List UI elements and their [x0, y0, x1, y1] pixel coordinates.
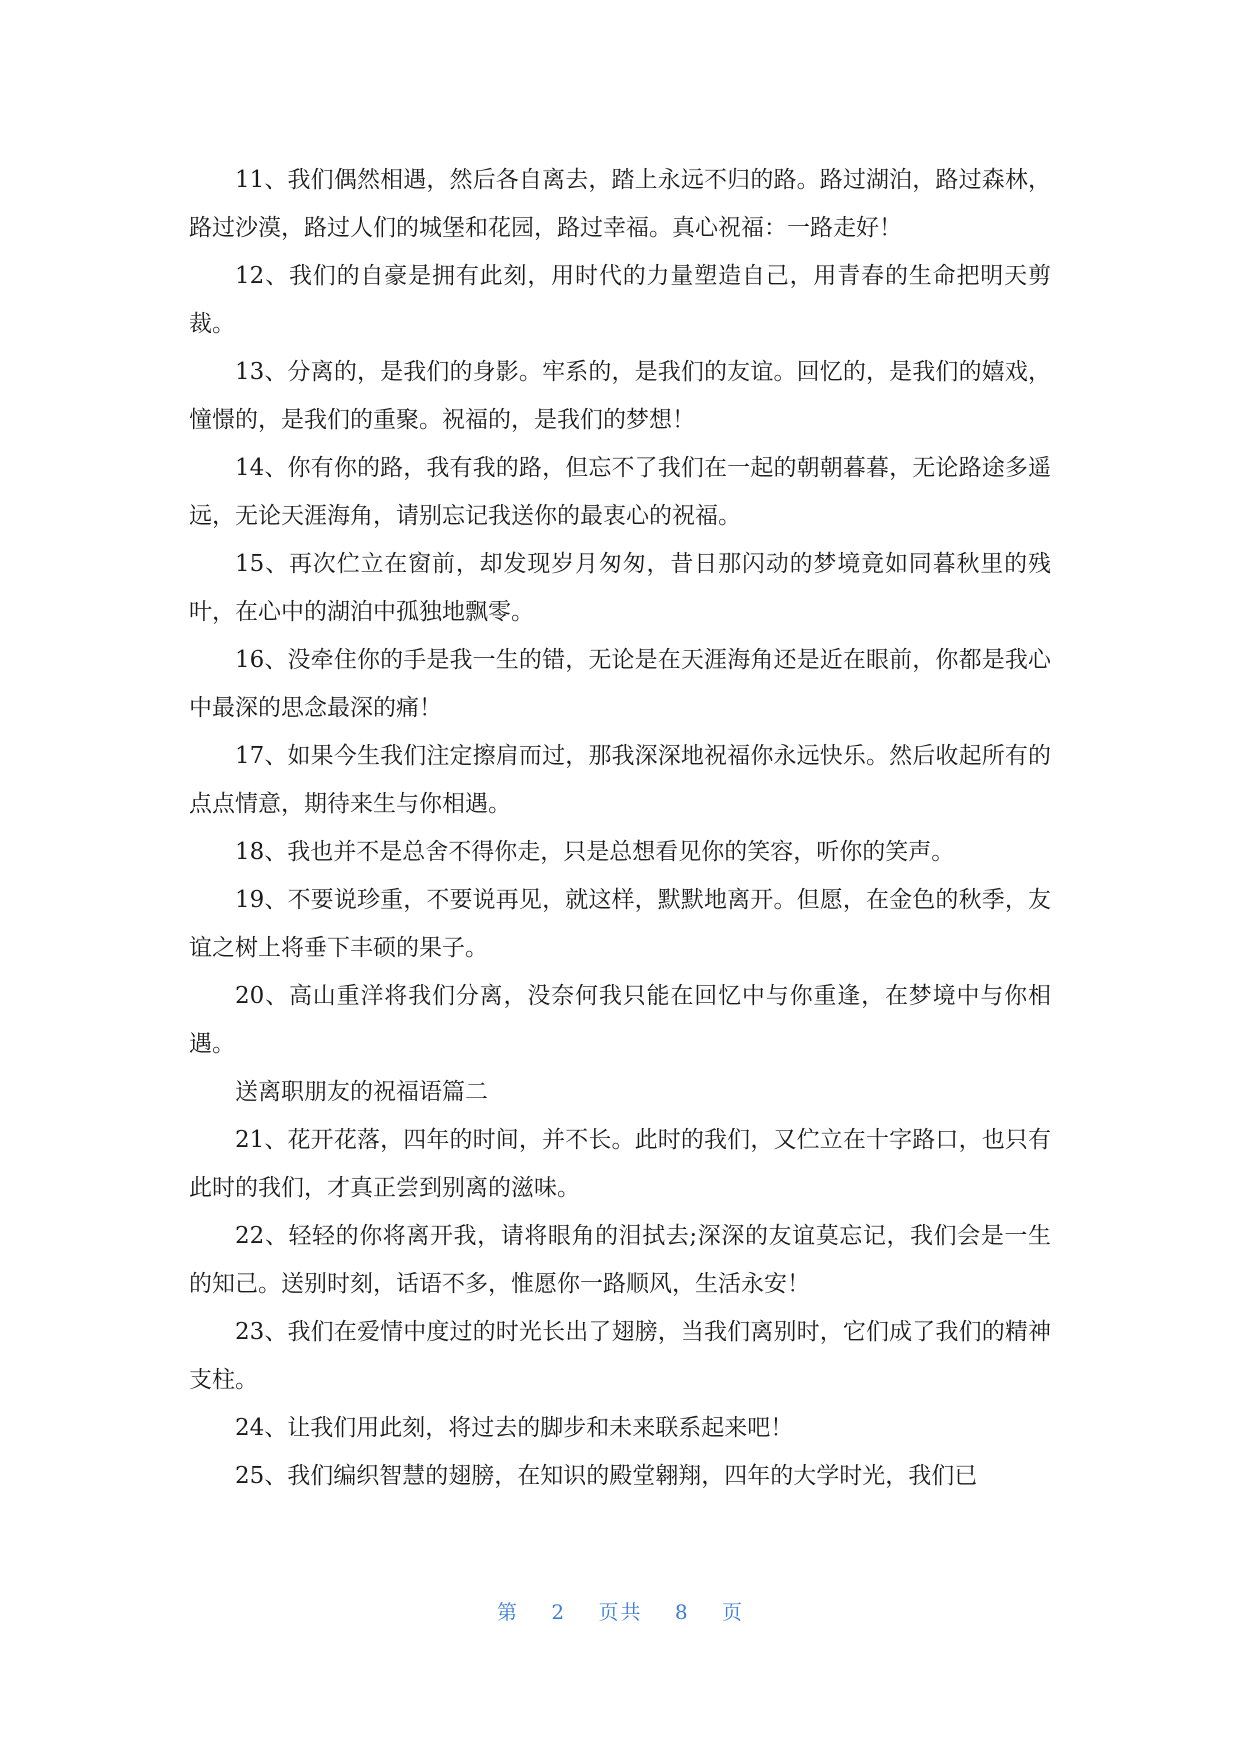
paragraph-11: 11、我们偶然相遇，然后各自离去，踏上永远不归的路。路过湖泊，路过森林，路过沙漠，路过人们的城堡和花园，路过幸福。真心祝福：一路走好！: [189, 167, 1051, 241]
paragraph-19: 19、不要说珍重，不要说再见，就这样，默默地离开。但愿，在金色的秋季，友谊之树上将垂下丰硕的果子。: [189, 887, 1051, 961]
paragraph-13: 13、分离的，是我们的身影。牢系的，是我们的友谊。回忆的，是我们的嬉戏，憧憬的，是我们的重聚。祝福的，是我们的梦想！: [189, 359, 1051, 433]
paragraph-15: 15、再次伫立在窗前，却发现岁月匆匆，昔日那闪动的梦境竟如同暮秋里的残叶，在心中的湖泊中孤独地飘零。: [189, 551, 1051, 625]
footer-total-pages: 8: [674, 1600, 690, 1624]
paragraph-16: 16、没牵住你的手是我一生的错，无论是在天涯海角还是近在眼前，你都是我心中最深的思念最深的痛！: [189, 647, 1051, 721]
page-footer: [0, 1596, 1241, 1625]
footer-current-page: 2: [551, 1600, 567, 1624]
section-heading: 送离职朋友的祝福语篇二: [235, 1079, 488, 1105]
paragraph-18: 18、我也并不是总舍不得你走，只是总想看见你的笑容，听你的笑声。: [235, 839, 955, 865]
paragraph-25: 25、我们编织智慧的翅膀，在知识的殿堂翱翔，四年的大学时光，我们已: [235, 1463, 978, 1489]
footer-prefix: 第: [497, 1600, 520, 1624]
paragraph-21: 21、花开花落，四年的时间，并不长。此时的我们，又伫立在十字路口，也只有此时的我们，才真正尝到别离的滋味。: [189, 1127, 1051, 1201]
paragraph-14: 14、你有你的路，我有我的路，但忘不了我们在一起的朝朝暮暮，无论路途多遥远，无论天涯海角，请别忘记我送你的最衷心的祝福。: [189, 455, 1051, 529]
footer-middle: 页共: [598, 1600, 643, 1624]
document-body: [189, 156, 1051, 1500]
footer-suffix: 页: [721, 1600, 744, 1624]
paragraph-20: 20、高山重洋将我们分离，没奈何我只能在回忆中与你重逢，在梦境中与你相遇。: [189, 983, 1051, 1057]
paragraph-12: 12、我们的自豪是拥有此刻，用时代的力量塑造自己，用青春的生命把明天剪裁。: [189, 263, 1051, 337]
paragraph-24: 24、让我们用此刻，将过去的脚步和未来联系起来吧！: [235, 1415, 794, 1441]
paragraph-22: 22、轻轻的你将离开我，请将眼角的泪拭去;深深的友谊莫忘记，我们会是一生的知己。送别时刻，话语不多，惟愿你一路顺风，生活永安！: [189, 1223, 1051, 1297]
paragraph-23: 23、我们在爱情中度过的时光长出了翅膀，当我们离别时，它们成了我们的精神支柱。: [189, 1319, 1051, 1393]
paragraph-17: 17、如果今生我们注定擦肩而过，那我深深地祝福你永远快乐。然后收起所有的点点情意，期待来生与你相遇。: [189, 743, 1051, 817]
